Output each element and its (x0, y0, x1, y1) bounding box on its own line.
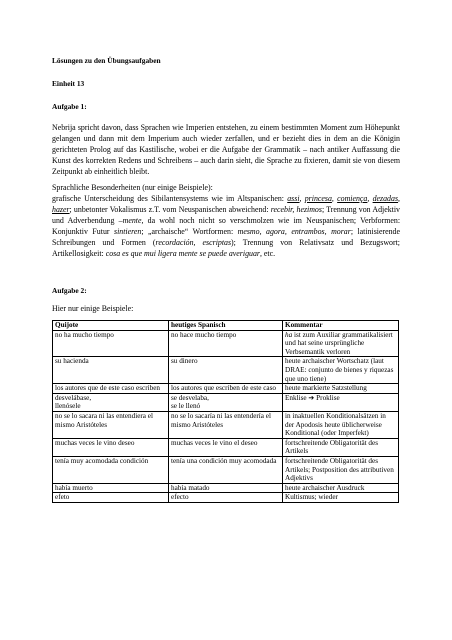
cell-quijote: los autores que de este caso escriben (53, 384, 169, 394)
task1-features-text (52, 193, 400, 259)
cell-modern-spanish: tenía una condición muy acomodada (169, 456, 283, 483)
table-row (53, 438, 399, 456)
text-segment: , da wohl noch nicht so verschmolzen wie im Neuspanischen; Verbformen: Konjunktiv Futur (52, 216, 401, 236)
cell-comment (283, 456, 399, 483)
example-word: hazer (52, 205, 70, 214)
example-word: princesa (304, 194, 332, 203)
text-segment: ; latinisierende Schreibungen und Formen ( (52, 227, 400, 247)
separator: , (367, 194, 373, 203)
cell-modern-spanish: los autores que escriben de este caso (169, 384, 283, 394)
task2-title: Aufgabe 2: (52, 286, 87, 295)
example-word: comiença (337, 194, 368, 203)
example-word: assi (287, 194, 300, 203)
text-segment: , etc. (259, 249, 276, 258)
examples-table (52, 320, 399, 503)
table-row (53, 393, 399, 411)
cell-quijote: su hacienda (53, 357, 169, 384)
separator: , (331, 194, 338, 203)
comment-text: fortschreitende Obligatorität des Artikels (285, 438, 379, 456)
comment-text: in inaktuellen Konditionalsätzen in der Apodosis heute üblicherweise Konditional (oder Imperfekt) (285, 411, 386, 438)
column-header-comment: Kommentar (283, 321, 399, 331)
example-word: mesmo, agora, entrambos, morar (237, 227, 351, 236)
table-row (53, 456, 399, 483)
task1-title: Aufgabe 1: (52, 102, 87, 111)
cell-modern-spanish: no hace mucho tiempo (169, 330, 283, 357)
table-row (53, 493, 399, 503)
cell-comment (283, 493, 399, 503)
text-segment: ; unbetonter Vokalismus z.T. vom Neuspanischen abweichend: (69, 205, 271, 214)
cell-comment (283, 483, 399, 493)
cell-modern-spanish: su dinero (169, 357, 283, 384)
example-word: mente (122, 216, 142, 225)
comment-text: Kultismus; wieder (285, 493, 338, 502)
cell-comment (283, 438, 399, 456)
cell-quijote: desvelábase, llenósele (53, 393, 169, 411)
task1-features-intro: Sprachliche Besonderheiten (nur einige Beispiele): (52, 183, 213, 192)
cell-comment (283, 393, 399, 411)
table-row (53, 330, 399, 357)
cell-comment (283, 357, 399, 384)
cell-quijote: muchas veces le vino deseo (53, 438, 169, 456)
text-segment: ; „archaische“ Wortformen: (141, 227, 238, 236)
cell-quijote: no ha mucho tiempo (53, 330, 169, 357)
cell-comment (283, 384, 399, 394)
separator: , (299, 194, 305, 203)
table-row (53, 357, 399, 384)
table-row (53, 411, 399, 438)
document-heading: Lösungen zu den Übungsaufgaben (52, 56, 161, 65)
task2-intro: Hier nur einige Beispiele: (52, 304, 134, 313)
cell-quijote: no se lo sacara ni las entendiera el mismo Aristóteles (53, 411, 169, 438)
cell-quijote: tenía muy acomodada condición (53, 456, 169, 483)
cell-quijote: efeto (53, 493, 169, 503)
text-segment: ); Trennung von Relativsatz und Bezugswort; Artikellosigkeit: (52, 238, 400, 258)
cell-modern-spanish: no se lo sacaría ni las entendería el mismo Aristóteles (169, 411, 283, 438)
example-word: recebir, hezimos (270, 205, 322, 214)
example-word: cosa es que mui ligera mente se puede averiguar (105, 249, 260, 258)
text-segment: ; Trennung von Adjektiv und Adverbendung – (52, 205, 400, 225)
comment-text: fortschreitende Obligatorität des Artikels; Postposition des attributiven Adjektivs (285, 456, 394, 483)
cell-quijote: había muerto (53, 483, 169, 493)
comment-text: heute archaischer Wortschatz (laut DRAE: conjunto de bienes y riquezas que uno tiene) (285, 357, 394, 383)
example-word: recordación, escriptas (155, 238, 232, 247)
separator: , (398, 194, 401, 203)
unit-title: Einheit 13 (52, 79, 85, 88)
column-header-modern-spanish: heutiges Spanisch (169, 321, 283, 331)
comment-text: heute archaischer Ausdruck (285, 483, 365, 492)
table-row (53, 483, 399, 493)
cell-modern-spanish: había matado (169, 483, 283, 493)
comment-text: ist zum Auxiliar grammatikalisiert und hat seine ursprüngliche Verbsemantik verloren (285, 330, 393, 356)
comment-italic-word: ha (285, 330, 293, 339)
text-segment: grafische Unterscheidung des Sibilantensystems wie im Altspanischen: (52, 194, 288, 203)
example-word: sintieren (114, 227, 142, 236)
cell-comment (283, 411, 399, 438)
cell-modern-spanish: muchas veces le vino el deseo (169, 438, 283, 456)
column-header-quijote: Quijote (53, 321, 169, 331)
comment-text: heute markierte Satzstellung (285, 384, 367, 393)
cell-comment (283, 330, 399, 357)
table-header-row (53, 321, 399, 331)
table-row (53, 384, 399, 394)
comment-text: Enklise ➔ Proklise (285, 393, 340, 402)
task1-paragraph: Nebrija spricht davon, dass Sprachen wie Imperien entstehen, zu einem bestimmten Moment zum Höhepunkt gelangen und dann mit dem Imperium auch wieder zerfallen, und er bezieht dies in dem an die Königin gerichteten Prolog auf das Kastilische, wobei er die Aufgabe der Grammatik – nach antiker Auffassung die Kunst des korrekten Redens und Schreibens – auch darin sieht, die Sprache zu fixieren, damit sie von diesem Zeitpunkt ab einheitlich bleibt. (52, 123, 400, 176)
cell-modern-spanish: se desvelaba, se le llenó (169, 393, 283, 411)
cell-modern-spanish: efecto (169, 493, 283, 503)
example-word: dezadas (372, 194, 399, 203)
